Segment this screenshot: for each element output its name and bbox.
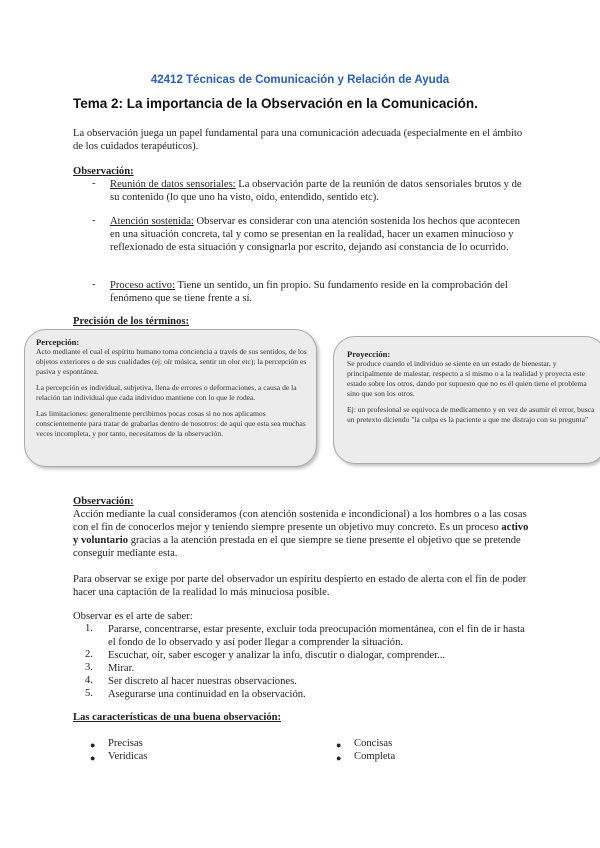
list-item [110,279,530,305]
perception-p3: Las limitaciones: generalmente percibimos pocas cosas si no nos aplicamos conscientemente para tratar de grabarlas dentro de nosotros: de aquí que esta sea muchas veces incompleta, y por tanto, necesitamos de la observación. [36,409,306,438]
perception-title: Percepción: [36,337,80,347]
dash-bullet: - [92,215,96,226]
numbered-item: Escuchar, oír, saber escoger y analizar la info, discutir o dialogar, comprender... [108,650,446,661]
section-precision-heading: Precisión de los términos: [73,316,190,327]
item-label: Atención sostenida: [110,216,194,227]
projection-title: Proyección: [347,349,391,359]
list-item [110,178,530,204]
observation-definition [73,508,533,560]
characteristic-item: Precisas [108,738,143,749]
list-item [110,215,530,254]
course-title: 42412 Técnicas de Comunicación y Relación de Ayuda [150,74,450,86]
dash-bullet: - [92,279,96,290]
characteristic-item: Verídicas [108,751,148,762]
definition-text: Acción mediante la cual consideramos (con atención sostenida e incondicional) a los hombres o a las cosas con el fin de conocerlos mejor y teniendo siempre presente un objetivo muy concreto. Es un proceso [73,509,527,533]
bullet-dot: ● [90,753,96,763]
projection-p1: Se produce cuando el individuo se siente en un estado de bienestar, y principalmente de malestar, respecto a sí mismo o a la realidad y proyecta este estado sobre los otros, dando por supuesto que no es él quien tiene el problema sino que son los otros. [347,359,587,398]
item-text: Tiene un sentido, un fin propio. Su fundamento reside en la comprobación del fenómeno que se tiene frente a sí. [110,280,508,304]
list-number: 4. [85,675,93,686]
art-of-knowing: Observar es el arte de saber: [73,611,193,622]
section-characteristics-heading: Las características de una buena observación: [73,712,282,723]
numbered-item: Mirar. [108,663,135,674]
topic-title: Tema 2: La importancia de la Observación en la Comunicación. [73,96,478,111]
characteristic-item: Completa [354,751,396,762]
item-label: Reunión de datos sensoriales: [110,179,236,190]
list-number: 2. [85,649,93,660]
projection-content [347,349,597,425]
projection-box [333,336,600,464]
numbered-item: Pararse, concentrarse, estar presente, excluir toda preocupación momentánea, con el fin de ir hasta el fondo de lo observado y así poder llegar a comprender la situación. [108,624,525,648]
dash-bullet: - [92,178,96,189]
bullet-dot: ● [336,753,342,763]
section-observacion2-heading: Observación: [73,496,134,507]
numbered-item: Asegurarse una continuidad en la observación. [108,689,306,700]
intro-paragraph: La observación juega un papel fundamental para una comunicación adecuada (especialmente en el ámbito de los cuidados terapéuticos). [73,128,523,152]
definition-text-end: gracias a la atención prestada en el que siempre se tiene presente el objetivo que se pretende conseguir mediante esta. [73,535,521,559]
item-text: La observación parte de la reunión de datos sensoriales brutos y de su contenido (lo que uno ha visto, oído, entendido, sentido etc). [110,179,522,203]
perception-content [36,337,308,439]
list-number: 5. [85,688,93,699]
bullet-dot: ● [90,740,96,750]
list-number: 1. [85,623,93,634]
item-label: Proceso activo: [110,280,176,291]
perception-p2: La percepción es individual, subjetiva, llena de errores o deformaciones, a causa de la relación tan individual que cada individuo mantiene con lo que le rodea. [36,383,297,402]
list-number: 3. [85,662,93,673]
section-observacion-heading: Observación: [73,166,134,177]
numbered-item: Ser discreto al hacer nuestras observaciones. [108,676,297,687]
perception-p1: Acto mediante el cual el espíritu humano toma conciencia a través de sus sentidos, de los objetos exteriores o de sus cualidades (ej: oír música, sentir un olor etc); la percepción es pasiva y espontánea. [36,347,307,376]
perception-box [24,329,317,467]
item-text: Observar es considerar con una atención sostenida los hechos que acontecen en una situación concreta, tal y como se presentan en la realidad, hacer un examen minucioso y reflexionado de esta situación y consignarla por escrito, dejando así constancia de lo ocurrido. [110,216,521,253]
characteristic-item: Concisas [354,738,393,749]
projection-p2: Ej: un profesional se equivoca de medicamento y en vez de asumir el error, busca un pretexto diciendo "la culpa es la paciente a que me distrajo con su pregunta" [347,405,595,424]
bullet-dot: ● [336,740,342,750]
observer-paragraph: Para observar se exige por parte del observador un espíritu despierto en estado de alerta con el fin de poder hacer una captación de la realidad lo más minuciosa posible. [73,574,527,598]
definition-bold: activo y voluntario [73,522,529,546]
